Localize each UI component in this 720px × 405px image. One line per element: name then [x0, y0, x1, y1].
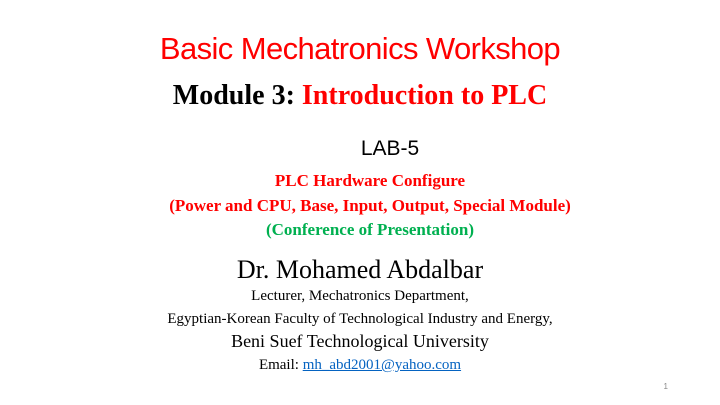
author-university: Beni Suef Technological University [231, 331, 489, 351]
page-number: 1 [663, 382, 668, 391]
author-faculty: Egyptian-Korean Faculty of Technological Industry and Energy, [167, 311, 553, 327]
lab-topic: PLC Hardware Configure [274, 171, 466, 190]
email-label: Email: [258, 357, 299, 373]
conference-note: (Conference of Presentation) [265, 220, 475, 239]
author-position: Lecturer, Mechatronics Department, [251, 288, 469, 304]
lab-label: LAB-5 [360, 137, 420, 160]
module-heading [0, 80, 720, 112]
email-line [0, 357, 720, 374]
lab-parts: (Power and CPU, Base, Input, Output, Special Module) [169, 196, 571, 215]
author-name: Dr. Mohamed Abdalbar [236, 255, 484, 284]
module-number: Module 3: [172, 80, 295, 111]
module-title: Introduction to PLC [301, 80, 548, 111]
slide-title: Basic Mechatronics Workshop [159, 31, 561, 66]
email-link[interactable]: mh_abd2001@yahoo.com [302, 357, 462, 373]
